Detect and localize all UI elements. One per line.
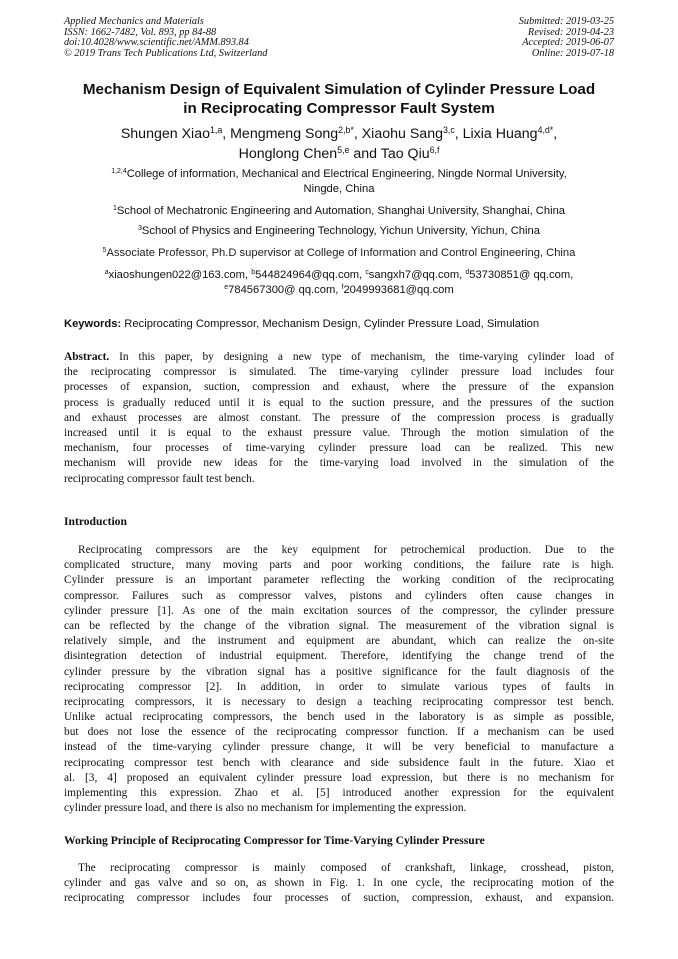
author-affiliation-mark: 4,d* (537, 125, 554, 136)
paper-title (60, 80, 618, 118)
affiliation (64, 204, 614, 219)
affiliation-text: Associate Professor, Ph.D supervisor at College of Information and Control Engineering, China (106, 247, 576, 259)
author-separator: , (553, 126, 558, 142)
abstract-line: processes of expansion, suction, compression and exhaust, where the pressure of the expansion (64, 381, 614, 394)
email-link[interactable]: 2049993681@qq.com (343, 284, 454, 296)
body-line: cylinder pressure by the vibration signal has a positive significance for the fault diagnosis of the (64, 665, 614, 678)
introduction-body (64, 543, 614, 816)
body-line: cylinder pressure [1]. As one of the main excitation sources of the compressor, the cylinder pressure (64, 604, 614, 617)
affiliation-mark: 1 (112, 205, 117, 213)
body-line: reciprocating compressor [2]. In addition, in order to simulate various types of faults in (64, 680, 614, 693)
title-line: Mechanism Design of Equivalent Simulation of Cylinder Pressure Load (82, 81, 596, 98)
author-name: Mengmeng Song (230, 126, 339, 142)
author-separator: , (454, 126, 463, 142)
date-online: Online: 2019-07-18 (531, 47, 614, 59)
body-line: Reciprocating compressors are the key equipment for petrochemical production. Due to the (78, 544, 614, 556)
affiliation (64, 246, 614, 261)
abstract-line: mechanism will provide new ideas for the time-varying load involved in the simulation of the (64, 457, 614, 470)
date-accepted: Accepted: 2019-06-07 (522, 37, 614, 49)
author-affiliation-mark: 1,a (209, 125, 223, 136)
email-link[interactable]: sangxh7@qq.com, (368, 269, 466, 281)
email-link[interactable]: 784567300@ qq.com, (228, 284, 342, 296)
author-separator: and (349, 146, 381, 162)
email-mark: d (465, 269, 470, 277)
author-affiliation-mark: 3,c (442, 125, 455, 136)
author-name: Honglong Chen (238, 146, 338, 162)
body-line: relatively simple, and the instrument and equipment are abundant, which can realize the on-site (64, 635, 614, 648)
email-list (64, 268, 614, 298)
body-line: can be reflected by the change of the vibration signal. The measurement of the vibration signal is (64, 619, 614, 632)
body-line: compressor. Failures such as compressor valves, pistons and cylinders often cause changes in (64, 589, 614, 602)
author-line (60, 144, 618, 164)
date-revised: Revised: 2019-04-23 (527, 26, 614, 38)
working-principle-body (64, 861, 614, 907)
affiliation-line (64, 224, 614, 239)
abstract-line: increased until it is equal to the exhaust pressure value. Through the motion simulation of the (64, 426, 614, 439)
abstract-line: the reciprocating compressor is simulated. The time-varying cylinder pressure load includes four (64, 366, 614, 379)
abstract-line: reciprocating compressor fault test bench. (64, 472, 255, 485)
abstract (64, 350, 614, 487)
body-line: reciprocating compressors, it is necessary to design a teaching reciprocating compressor test bench. (64, 695, 614, 708)
email-mark: c (365, 269, 369, 277)
body-line: cylinder and gas valve and so on, as shown in Fig. 1. In one cycle, the reciprocating motion of the (64, 877, 614, 890)
publication-dates (519, 17, 614, 59)
body-line: reciprocating compressor includes four processes of suction, compression, exhaust, and expansion. (64, 892, 614, 905)
author-separator: , (353, 126, 362, 142)
journal-name: Applied Mechanics and Materials (64, 16, 204, 27)
affiliation-line: Ningde, China (303, 183, 375, 195)
email-mark: a (104, 269, 109, 277)
title-line: in Reciprocating Compressor Fault System (183, 100, 495, 117)
affiliation-mark: 5 (102, 247, 107, 255)
email-mark: e (224, 284, 229, 292)
affiliation-text: School of Mechatronic Engineering and Automation, Shanghai University, Shanghai, China (116, 205, 566, 217)
email-mark: f (341, 284, 344, 292)
affiliation-mark: 3 (138, 225, 142, 233)
section-heading-introduction: Introduction (64, 515, 127, 528)
author-affiliation-mark: 5,e (337, 145, 350, 156)
keywords (64, 317, 624, 331)
author-name: Lixia Huang (462, 126, 538, 142)
date-submitted: Submitted: 2019-03-25 (518, 16, 614, 27)
author-name: Shungen Xiao (120, 126, 210, 142)
author-affiliation-mark: 6,f (429, 145, 440, 156)
abstract-line: mechanism, four processes of time-varying cylinder pressure load can be realized. This new (64, 442, 614, 455)
body-line: cylinder pressure load, and there is also no mechanism for implementing the expression. (64, 802, 467, 815)
email-line (64, 283, 614, 298)
email-link[interactable]: 53730851@ qq.com, (469, 269, 574, 281)
keywords-label: Keywords: (64, 318, 122, 330)
email-line (64, 268, 614, 283)
author-name: Tao Qiu (380, 146, 430, 162)
affiliation-mark: 1,2,4 (111, 168, 127, 176)
affiliation-line (64, 246, 614, 261)
affiliation-line (64, 167, 614, 182)
body-line: instead of the time-varying cylinder pressure change, it will be very beneficial to manufacture a (64, 741, 614, 754)
abstract-line (64, 350, 614, 365)
body-line: implementing this expression. Zhao et al. [5] introduced another expression for the equivalent (64, 787, 614, 799)
author-affiliation-mark: 2,b* (338, 125, 354, 136)
abstract-line: and exhaust processes are almost constant. The pressure of the compression process is gradually (64, 411, 614, 424)
email-mark: b (251, 269, 256, 277)
abstract-text: In this paper, by designing a new type of mechanism, the time-varying cylinder load of (109, 351, 614, 363)
body-line: reciprocating compressor test bench with clearance and side subsidence fault in the future. Xiao et (64, 756, 614, 769)
body-line: Cylinder pressure is an important parameter reflecting the working condition of the reciprocating (64, 574, 614, 587)
journal-copyright: © 2019 Trans Tech Publications Ltd, Switzerland (64, 47, 268, 59)
author-list (60, 124, 618, 164)
body-line: al. [3, 4] proposed an equivalent cylinder pressure load expression, but there is no mechanism for (64, 771, 614, 784)
body-line: but does not lose the essence of the reciprocating compressor function. If a mechanism can be used (64, 726, 614, 739)
affiliation (64, 167, 614, 197)
email-link[interactable]: xiaoshungen022@163.com, (108, 269, 252, 281)
section-heading-working-principle: Working Principle of Reciprocating Compressor for Time-Varying Cylinder Pressure (64, 834, 485, 847)
affiliation (64, 224, 614, 239)
keywords-text: Reciprocating Compressor, Mechanism Design, Cylinder Pressure Load, Simulation (121, 318, 540, 330)
body-line: disintegration detection of industrial equipment. Therefore, identifying the change trend of the (64, 650, 614, 663)
affiliation-text: College of information, Mechanical and Electrical Engineering, Ningde Normal University, (126, 168, 567, 180)
abstract-line: process is gradually reduced until it is equal to the suction pressure, and the pressures of the suction (64, 396, 614, 409)
email-link[interactable]: 544824964@qq.com, (255, 269, 366, 281)
author-line (60, 124, 618, 144)
body-line: The reciprocating compressor is mainly composed of crankshaft, linkage, crosshead, piston, (78, 862, 614, 874)
journal-info (64, 17, 267, 59)
abstract-label: Abstract. (64, 351, 110, 363)
journal-doi[interactable]: doi:10.4028/www.scientific.net/AMM.893.84 (64, 37, 249, 49)
body-line: complicated structure, many moving parts and poor working conditions, the failure rate is high. (64, 559, 614, 572)
author-separator: , (222, 126, 231, 142)
journal-issn: ISSN: 1662-7482, Vol. 893, pp 84-88 (64, 26, 217, 38)
body-line: Unlike actual reciprocating compressors, the bench used in the laboratory is as simple as possible, (64, 711, 614, 724)
affiliation-line (64, 204, 614, 219)
author-name: Xiaohu Sang (361, 126, 443, 142)
affiliation-text: School of Physics and Engineering Technology, Yichun University, Yichun, China (141, 225, 540, 237)
